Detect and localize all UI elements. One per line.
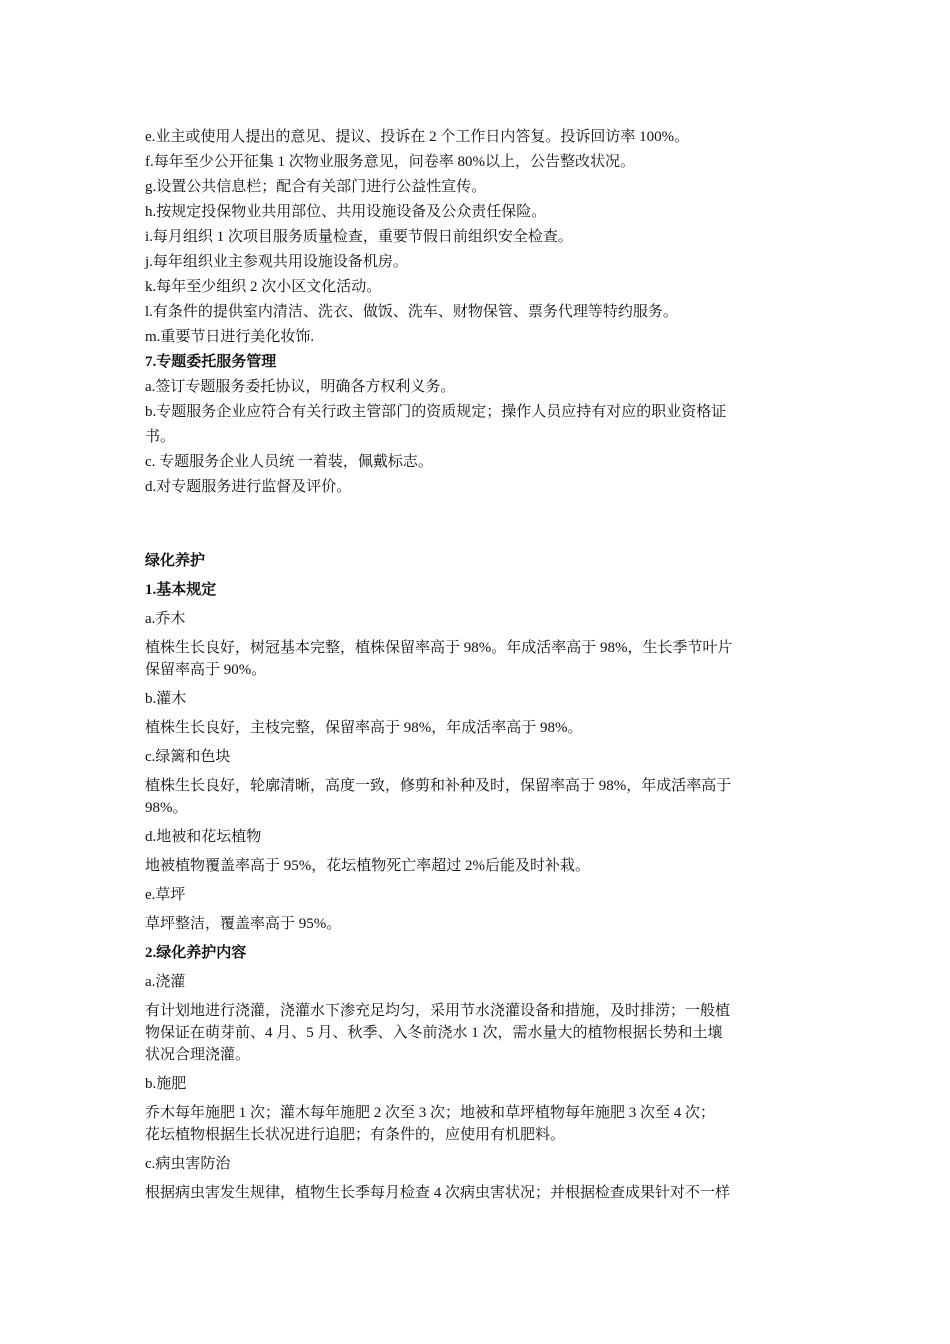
item-label: b.灌木: [145, 691, 187, 707]
list-item: l.有条件的提供室内清洁、洗衣、做饭、洗车、财物保管、票务代理等特约服务。: [145, 304, 678, 320]
item-text: 根据病虫害发生规律，植物生长季每月检查 4 次病虫害状况；并根据检查成果针对不一样: [145, 1185, 731, 1201]
list-item: m.重要节日进行美化妆饰.: [145, 329, 315, 345]
list-item: a.签订专题服务委托协议，明确各方权利义务。: [145, 379, 456, 395]
section-heading: 7.专题委托服务管理: [145, 354, 277, 370]
list-item: j.每年组织业主参观共用设施设备机房。: [145, 254, 408, 270]
item-label: a.乔木: [145, 611, 186, 627]
item-text: 花坛植物根据生长状况进行追肥；有条件的，应使用有机肥料。: [145, 1127, 566, 1143]
list-item: e.业主或使用人提出的意见、提议、投诉在 2 个工作日内答复。投诉回访率 100%。: [145, 129, 690, 145]
section-title: 绿化养护: [145, 553, 206, 569]
list-item: d.对专题服务进行监督及评价。: [145, 479, 352, 495]
list-item: g.设置公共信息栏；配合有关部门进行公益性宣传。: [145, 179, 487, 195]
item-text: 有计划地进行浇灌，浇灌水下渗充足均匀，采用节水浇灌设备和措施，及时排涝；一般植: [145, 1003, 731, 1019]
item-text: 保留率高于 90%。: [145, 662, 267, 678]
property-service-list: [145, 125, 810, 500]
item-text: 状况合理浇灌。: [145, 1047, 251, 1063]
item-label: a.浇灌: [145, 974, 186, 990]
list-item: h.按规定投保物业共用部位、共用设施设备及公众责任保险。: [145, 204, 547, 220]
list-item: b.专题服务企业应符合有关行政主管部门的资质规定；操作人员应持有对应的职业资格证: [145, 404, 727, 420]
list-item: f.每年至少公开征集 1 次物业服务意见，问卷率 80%以上，公告整改状况。: [145, 154, 635, 170]
list-item: k.每年至少组织 2 次小区文化活动。: [145, 279, 382, 295]
list-item: i.每月组织 1 次项目服务质量检查，重要节假日前组织安全检查。: [145, 229, 573, 245]
item-text: 98%。: [145, 800, 188, 816]
item-label: c.绿篱和色块: [145, 749, 231, 765]
section-heading: 2.绿化养护内容: [145, 945, 247, 961]
item-text: 乔木每年施肥 1 次；灌木每年施肥 2 次至 3 次；地被和草坪植物每年施肥 3 次至 4 次；: [145, 1105, 716, 1121]
list-item-continuation: 书。: [145, 429, 176, 445]
item-label: d.地被和花坛植物: [145, 829, 262, 845]
section-heading: 1.基本规定: [145, 582, 217, 598]
item-text: 地被植物覆盖率高于 95%，花坛植物死亡率超过 2%后能及时补栽。: [145, 858, 590, 874]
item-label: e.草坪: [145, 887, 186, 903]
item-text: 植株生长良好，轮廓清晰，高度一致，修剪和补种及时，保留率高于 98%，年成活率高于: [145, 778, 732, 794]
item-text: 植株生长良好，主枝完整，保留率高于 98%，年成活率高于 98%。: [145, 720, 583, 736]
item-text: 植株生长良好，树冠基本完整，植株保留率高于 98%。年成活率高于 98%，生长季节叶片: [145, 640, 733, 656]
item-label: b.施肥: [145, 1076, 187, 1092]
greening-maintenance-section: [145, 550, 810, 1204]
item-text: 草坪整洁，覆盖率高于 95%。: [145, 916, 342, 932]
item-label: c.病虫害防治: [145, 1156, 231, 1172]
list-item: c. 专题服务企业人员统 一着装，佩戴标志。: [145, 454, 433, 470]
item-text: 物保证在萌芽前、4 月、5 月、秋季、入冬前浇水 1 次，需水量大的植物根据长势和土壤: [145, 1025, 723, 1041]
